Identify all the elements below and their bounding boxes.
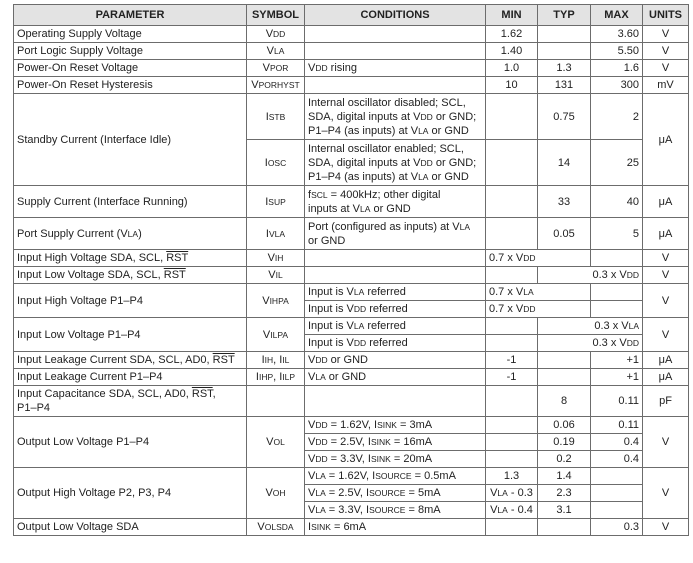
min-cell: 10 <box>486 77 538 94</box>
max-cell: 0.3 x VLA <box>538 318 643 335</box>
conditions-cell: Internal oscillator disabled; SCL, SDA, digital inputs at VDD or GND; P1–P4 (as inputs) at VLA or GND <box>305 94 486 140</box>
min-cell <box>486 417 538 434</box>
units-cell: pF <box>643 386 689 417</box>
typ-cell: 0.75 <box>538 94 591 140</box>
typ-cell: 8 <box>538 386 591 417</box>
conditions-cell: VLA = 1.62V, ISOURCE = 0.5mA <box>305 468 486 485</box>
max-cell: 300 <box>591 77 643 94</box>
max-cell <box>591 250 643 267</box>
min-cell: 1.0 <box>486 60 538 77</box>
table-row <box>14 352 689 369</box>
units-cell: V <box>643 26 689 43</box>
table-row <box>14 369 689 386</box>
max-cell: 0.3 <box>591 519 643 536</box>
conditions-cell: ISINK = 6mA <box>305 519 486 536</box>
symbol-cell: VOLSDA <box>247 519 305 536</box>
conditions-cell: VDD = 1.62V, ISINK = 3mA <box>305 417 486 434</box>
typ-cell <box>538 369 591 386</box>
header-conditions: CONDITIONS <box>305 5 486 26</box>
max-cell: +1 <box>591 352 643 369</box>
symbol-cell: ISUP <box>247 186 305 218</box>
symbol-cell: IOSC <box>247 140 305 186</box>
symbol-cell: VIH <box>247 250 305 267</box>
max-cell <box>591 301 643 318</box>
table-row <box>14 77 689 94</box>
max-cell: 25 <box>591 140 643 186</box>
max-cell <box>591 284 643 301</box>
param-cell: Output High Voltage P2, P3, P4 <box>14 468 247 519</box>
typ-cell: 3.1 <box>538 502 591 519</box>
conditions-cell: fSCL = 400kHz; other digital inputs at VLA or GND <box>305 186 486 218</box>
units-cell: μA <box>643 94 689 186</box>
header-units: UNITS <box>643 5 689 26</box>
symbol-cell: VDD <box>247 26 305 43</box>
param-cell: Input High Voltage P1–P4 <box>14 284 247 318</box>
header-parameter: PARAMETER <box>14 5 247 26</box>
table-row <box>14 519 689 536</box>
conditions-cell <box>305 250 486 267</box>
typ-cell: 131 <box>538 77 591 94</box>
symbol-cell: IIHP, IILP <box>247 369 305 386</box>
min-cell: -1 <box>486 369 538 386</box>
symbol-cell: VPOR <box>247 60 305 77</box>
max-cell: 5.50 <box>591 43 643 60</box>
conditions-cell: Input is VDD referred <box>305 301 486 318</box>
table-row <box>14 60 689 77</box>
table-row <box>14 218 689 250</box>
symbol-cell: VOL <box>247 417 305 468</box>
param-cell: Input Leakage Current P1–P4 <box>14 369 247 386</box>
typ-cell: 2.3 <box>538 485 591 502</box>
conditions-cell <box>305 386 486 417</box>
param-cell: Input Low Voltage SDA, SCL, $\overline{RST}$ <box>14 267 247 284</box>
param-cell: Supply Current (Interface Running) <box>14 186 247 218</box>
conditions-cell: VDD = 2.5V, ISINK = 16mA <box>305 434 486 451</box>
conditions-cell: Input is VLA referred <box>305 284 486 301</box>
min-cell <box>486 186 538 218</box>
min-cell <box>486 267 538 284</box>
typ-cell: 0.19 <box>538 434 591 451</box>
min-cell: VLA - 0.4 <box>486 502 538 519</box>
param-cell: Input High Voltage SDA, SCL, $\overline{RST}$ <box>14 250 247 267</box>
typ-cell: 14 <box>538 140 591 186</box>
max-cell: 0.4 <box>591 451 643 468</box>
min-cell: 0.7 x VLA <box>486 284 591 301</box>
min-cell: VLA - 0.3 <box>486 485 538 502</box>
table-row <box>14 386 689 417</box>
table-row <box>14 186 689 218</box>
conditions-cell: Port (configured as inputs) at VLA or GND <box>305 218 486 250</box>
table-row <box>14 468 689 485</box>
typ-cell <box>538 26 591 43</box>
symbol-cell: VILPA <box>247 318 305 352</box>
symbol-cell: VPORHYST <box>247 77 305 94</box>
param-cell: Input Capacitance SDA, SCL, AD0, $\overline{RST}$, P1–P4 <box>14 386 247 417</box>
table-row <box>14 267 689 284</box>
conditions-cell: Input is VDD referred <box>305 335 486 352</box>
param-cell: Port Logic Supply Voltage <box>14 43 247 60</box>
typ-cell: 0.2 <box>538 451 591 468</box>
min-cell <box>486 386 538 417</box>
electrical-characteristics-table <box>13 4 689 536</box>
max-cell: 1.6 <box>591 60 643 77</box>
table-row <box>14 43 689 60</box>
max-cell: 3.60 <box>591 26 643 43</box>
units-cell: μA <box>643 369 689 386</box>
table-row <box>14 250 689 267</box>
typ-cell: 33 <box>538 186 591 218</box>
max-cell: 0.11 <box>591 417 643 434</box>
units-cell: V <box>643 267 689 284</box>
units-cell: V <box>643 417 689 468</box>
table-row <box>14 284 689 301</box>
param-cell: Standby Current (Interface Idle) <box>14 94 247 186</box>
conditions-cell: VDD or GND <box>305 352 486 369</box>
min-cell <box>486 318 538 335</box>
min-cell <box>486 519 538 536</box>
symbol-cell: VOH <box>247 468 305 519</box>
symbol-cell: VIHPA <box>247 284 305 318</box>
table-row <box>14 94 689 140</box>
symbol-cell: VLA <box>247 43 305 60</box>
conditions-cell: Input is VLA referred <box>305 318 486 335</box>
param-cell: Power-On Reset Voltage <box>14 60 247 77</box>
min-cell: 1.62 <box>486 26 538 43</box>
param-cell: Input Low Voltage P1–P4 <box>14 318 247 352</box>
units-cell: V <box>643 519 689 536</box>
symbol-cell <box>247 386 305 417</box>
typ-cell <box>538 519 591 536</box>
min-cell: 1.40 <box>486 43 538 60</box>
header-typ: TYP <box>538 5 591 26</box>
min-cell <box>486 434 538 451</box>
min-cell <box>486 451 538 468</box>
max-cell <box>591 468 643 485</box>
typ-cell <box>538 43 591 60</box>
max-cell: +1 <box>591 369 643 386</box>
param-cell: Input Leakage Current SDA, SCL, AD0, $\overline{RST}$ <box>14 352 247 369</box>
units-cell: V <box>643 250 689 267</box>
min-cell <box>486 218 538 250</box>
min-cell: 0.7 x VDD <box>486 250 591 267</box>
symbol-cell: ISTB <box>247 94 305 140</box>
conditions-cell: VDD rising <box>305 60 486 77</box>
typ-cell: 1.3 <box>538 60 591 77</box>
header-max: MAX <box>591 5 643 26</box>
conditions-cell: Internal oscillator enabled; SCL, SDA, digital inputs at VDD or GND; P1–P4 (as inputs) at VLA or GND <box>305 140 486 186</box>
conditions-cell <box>305 77 486 94</box>
param-cell: Port Supply Current (VLA) <box>14 218 247 250</box>
param-cell: Output Low Voltage P1–P4 <box>14 417 247 468</box>
symbol-cell: IVLA <box>247 218 305 250</box>
symbol-cell: VIL <box>247 267 305 284</box>
typ-cell <box>538 352 591 369</box>
min-cell <box>486 140 538 186</box>
table-row <box>14 26 689 43</box>
conditions-cell: VDD = 3.3V, ISINK = 20mA <box>305 451 486 468</box>
conditions-cell: VLA = 3.3V, ISOURCE = 8mA <box>305 502 486 519</box>
units-cell: V <box>643 468 689 519</box>
max-cell: 40 <box>591 186 643 218</box>
symbol-cell: IIH, IIL <box>247 352 305 369</box>
header-symbol: SYMBOL <box>247 5 305 26</box>
units-cell: mV <box>643 77 689 94</box>
conditions-cell: VLA or GND <box>305 369 486 386</box>
units-cell: μA <box>643 186 689 218</box>
max-cell: 0.3 x VDD <box>538 335 643 352</box>
min-cell <box>486 335 538 352</box>
conditions-cell: VLA = 2.5V, ISOURCE = 5mA <box>305 485 486 502</box>
table-row <box>14 318 689 335</box>
conditions-cell <box>305 43 486 60</box>
param-cell: Power-On Reset Hysteresis <box>14 77 247 94</box>
typ-cell: 0.06 <box>538 417 591 434</box>
units-cell: V <box>643 60 689 77</box>
conditions-cell <box>305 26 486 43</box>
max-cell <box>591 502 643 519</box>
units-cell: V <box>643 318 689 352</box>
typ-cell: 1.4 <box>538 468 591 485</box>
min-cell: 0.7 x VDD <box>486 301 591 318</box>
min-cell <box>486 94 538 140</box>
header-min: MIN <box>486 5 538 26</box>
param-cell: Operating Supply Voltage <box>14 26 247 43</box>
max-cell <box>591 485 643 502</box>
max-cell: 0.3 x VDD <box>538 267 643 284</box>
units-cell: V <box>643 284 689 318</box>
units-cell: μA <box>643 352 689 369</box>
max-cell: 2 <box>591 94 643 140</box>
min-cell: -1 <box>486 352 538 369</box>
min-cell: 1.3 <box>486 468 538 485</box>
max-cell: 0.4 <box>591 434 643 451</box>
max-cell: 5 <box>591 218 643 250</box>
param-cell: Output Low Voltage SDA <box>14 519 247 536</box>
table-row <box>14 417 689 434</box>
max-cell: 0.11 <box>591 386 643 417</box>
typ-cell: 0.05 <box>538 218 591 250</box>
conditions-cell <box>305 267 486 284</box>
units-cell: V <box>643 43 689 60</box>
units-cell: μA <box>643 218 689 250</box>
header-row <box>14 5 689 26</box>
